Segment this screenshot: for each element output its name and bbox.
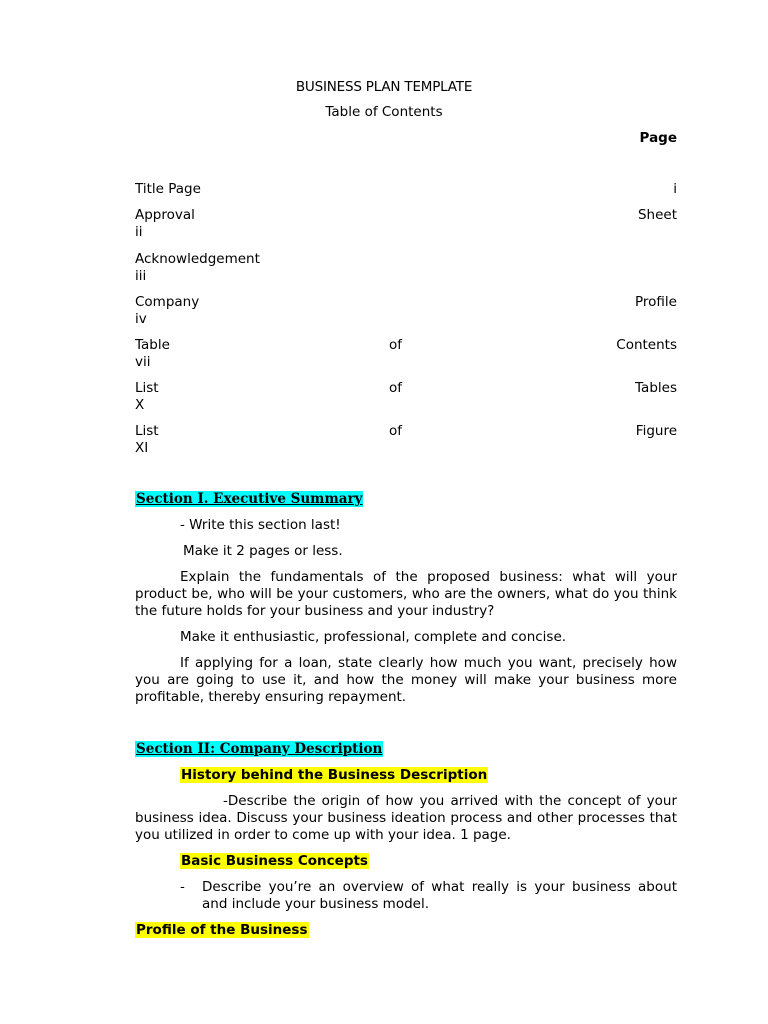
- concepts-list-item: [180, 879, 677, 913]
- section-1-heading-wrap: [135, 491, 363, 508]
- toc-entry-page: vii: [135, 354, 151, 370]
- document-title: BUSINESS PLAN TEMPLATE: [295, 79, 473, 95]
- toc-heading: Table of Contents: [325, 104, 443, 120]
- toc-row: [135, 423, 677, 459]
- subheading-profile: Profile of the Business: [136, 922, 308, 938]
- toc-entry-right: Sheet: [637, 207, 677, 223]
- toc-entry-right: Profile: [635, 294, 677, 310]
- subheading-history-wrap: [180, 767, 488, 784]
- toc-row: [135, 251, 677, 287]
- dash-bullet: -: [180, 879, 185, 895]
- section-1-p5: If applying for a loan, state clearly how much you want, precisely how you are going to use it, and how the money will make your business more profitable, thereby ensuring repayment.: [135, 655, 677, 705]
- toc-entry-left: Table: [135, 337, 170, 353]
- toc-entry-page: iv: [135, 311, 147, 327]
- toc-entry-page: X: [135, 397, 145, 413]
- history-paragraph: -Describe the origin of how you arrived with the concept of your business idea. Discuss your business ideation process and other processes that you utilized in order to come up with your idea. 1 page.: [135, 793, 677, 843]
- toc-entry-right: Contents: [616, 337, 677, 353]
- section-1-heading: Section I. Executive Summary: [136, 491, 363, 507]
- toc-entry-left: List: [135, 423, 159, 439]
- toc-entry-page: iii: [135, 268, 147, 284]
- toc-entry-left: Title Page: [135, 181, 201, 197]
- toc-row: [135, 380, 677, 416]
- toc-page-column-header: Page: [639, 130, 677, 146]
- toc-entry-left: Company: [135, 294, 200, 310]
- subheading-history: History behind the Business Description: [181, 767, 488, 783]
- section-1-p1: - Write this section last!: [180, 517, 341, 533]
- toc-row: [135, 294, 677, 330]
- toc-row: [135, 207, 677, 243]
- toc-entry-left: Acknowledgement: [135, 251, 260, 267]
- section-1-p2: Make it 2 pages or less.: [183, 543, 343, 559]
- section-1-p4: Make it enthusiastic, professional, complete and concise.: [180, 629, 567, 645]
- toc-entry-mid: of: [389, 423, 403, 439]
- toc-entry-page: ii: [135, 224, 143, 240]
- toc-entry-right: i: [673, 181, 677, 197]
- subheading-profile-wrap: [135, 922, 309, 939]
- toc-entry-left: Approval: [135, 207, 195, 223]
- section-1-p3: Explain the fundamentals of the proposed business: what will your product be, who will be your customers, who are the owners, what do you think the future holds for your business and your industry?: [135, 569, 677, 619]
- toc-entry-page: XI: [135, 440, 149, 456]
- subheading-concepts-wrap: [180, 853, 369, 870]
- concepts-list-text: Describe you’re an overview of what really is your business about and include your business model.: [202, 879, 677, 912]
- section-2-heading: Section II: Company Description: [136, 741, 383, 757]
- subheading-concepts: Basic Business Concepts: [181, 853, 368, 869]
- section-2-heading-wrap: [135, 741, 383, 758]
- toc-entry-right: Tables: [635, 380, 677, 396]
- toc-entry-mid: of: [389, 380, 403, 396]
- toc-row: [135, 337, 677, 373]
- toc-entry-right: Figure: [635, 423, 677, 439]
- toc-entry-mid: of: [389, 337, 403, 353]
- toc-entry-left: List: [135, 380, 159, 396]
